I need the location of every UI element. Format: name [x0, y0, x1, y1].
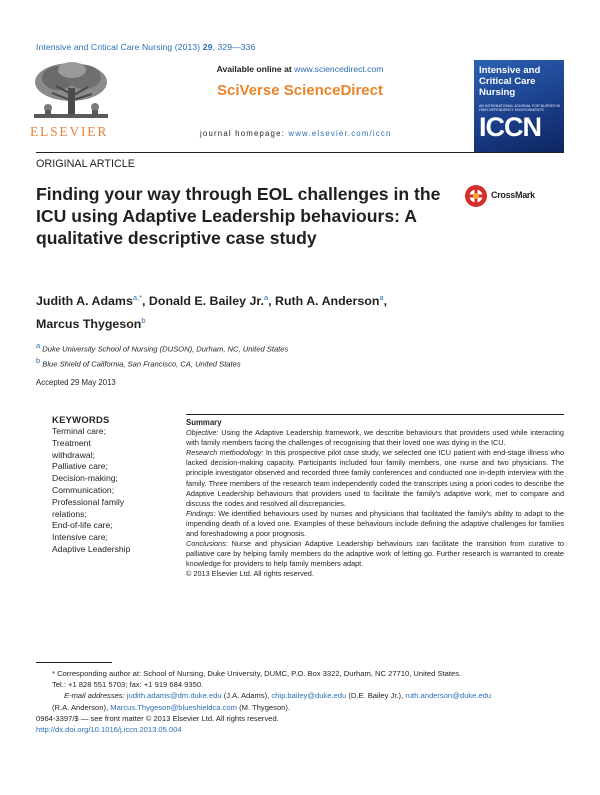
- author-separator: ,: [383, 294, 388, 309]
- crossmark-icon: [464, 184, 488, 208]
- abstract-section-objective: [186, 428, 564, 448]
- email-addresses-continued: [52, 702, 564, 713]
- keyword-item: Treatment: [52, 437, 91, 448]
- crossmark-badge[interactable]: [464, 184, 564, 208]
- article-title: Finding your way through EOL challenges in the ICU using Adaptive Leadership behaviours: A qualitative descriptive case study: [36, 184, 441, 248]
- abstract-section-text: Nurse and physician Adaptive Leadership behaviours can facilitate the transition from curative to palliative care by helping family members do the adaptive work of letting go. Further research is warranted to create knowledge for providers to help family members adapt.: [186, 539, 564, 569]
- affiliation-text: Blue Shield of California, San Francisco, CA, United States: [40, 359, 241, 369]
- keyword-item: Intensive care;: [52, 532, 108, 543]
- cover-iccn-logo: ICCN: [479, 112, 541, 142]
- keywords-heading: KEYWORDS: [52, 414, 110, 425]
- copyright: © 2013 Elsevier Ltd. All rights reserved.: [186, 569, 314, 579]
- author-separator: ,: [268, 294, 275, 309]
- affiliation-mark: a: [36, 341, 41, 350]
- abstract-section-text: Using the Adaptive Leadership framework, we describe behaviours that providers used while interacting with family members facing the challenges of recognising that their loved one was dying in the ICU.: [186, 428, 564, 448]
- keyword-item: Communication;: [52, 484, 115, 495]
- keyword-item: End-of-life care;: [52, 520, 113, 531]
- author-affiliation-mark[interactable]: a: [263, 293, 269, 302]
- header-divider: [36, 152, 564, 153]
- email-link[interactable]: chip.bailey@duke.edu: [271, 691, 347, 701]
- keyword-item: Palliative care;: [52, 461, 108, 472]
- email-link[interactable]: Marcus.Thygeson@blueshieldca.com: [110, 702, 237, 712]
- author-name: Ruth A. Anderson: [275, 294, 380, 309]
- author-name: Marcus Thygeson: [36, 317, 142, 332]
- journal-cover-image[interactable]: [474, 60, 564, 152]
- author-affiliation-mark[interactable]: a: [379, 293, 384, 302]
- corresponding-author-footnote: [52, 668, 564, 713]
- affiliation-item: [36, 355, 288, 370]
- abstract-section-methodology: [186, 448, 564, 509]
- accepted-date: Accepted 29 May 2013: [36, 378, 116, 387]
- affiliation-mark: b: [36, 356, 41, 366]
- author-affiliation-mark[interactable]: b: [141, 316, 146, 326]
- keyword-item: Professional family: [52, 496, 125, 507]
- cover-title-line-1: Intensive and: [479, 65, 541, 76]
- author-name: Donald E. Bailey Jr.: [148, 294, 264, 309]
- email-owner: (D.E. Bailey Jr.),: [346, 691, 406, 701]
- affiliations: [36, 340, 288, 370]
- contact-phone: Tel.: +1 828 551 5703; fax: +1 919 684 9350.: [52, 680, 204, 690]
- abstract-section-text: We identified behaviours used by nurses and physicians that facilitated the family's ability to adapt to the impending death of a loved one. Examples of these behaviours include defining the adaptive challenges for families and foreshadowing a poor prognosis.: [186, 508, 564, 539]
- email-owner: (R.A. Anderson),: [52, 702, 111, 712]
- elsevier-wordmark: ELSEVIER: [30, 124, 109, 139]
- abstract-section-label: Research methodology:: [186, 448, 264, 458]
- abstract-section-label: Findings:: [186, 508, 216, 518]
- email-owner: (M. Thygeson).: [237, 702, 291, 712]
- journal-volume: 29: [202, 42, 213, 52]
- publication-info: [36, 713, 279, 735]
- crossmark-label: CrossMark: [491, 190, 535, 200]
- email-label: E-mail addresses:: [64, 691, 125, 701]
- email-link[interactable]: ruth.anderson@duke.edu: [405, 691, 492, 701]
- abstract-section-label: Objective:: [186, 428, 219, 438]
- author-affiliation-mark[interactable]: a,*: [132, 293, 143, 302]
- issn-copyright: 0964-3397/$ — see front matter © 2013 Elsevier Ltd. All rights reserved.: [36, 714, 279, 723]
- abstract-section-label: Conclusions:: [186, 539, 228, 549]
- sciverse-sciencedirect-logo: SciVerse ScienceDirect: [217, 82, 383, 99]
- author-list: [36, 288, 476, 334]
- abstract-section-findings: [186, 509, 564, 539]
- cover-title: [479, 65, 540, 98]
- cover-title-line-2: Critical Care: [479, 76, 536, 87]
- keyword-item: withdrawal;: [52, 449, 95, 460]
- journal-homepage-prefix: journal homepage:: [200, 129, 289, 138]
- abstract-section-conclusions: [186, 539, 564, 569]
- author-separator: ,: [142, 294, 149, 309]
- available-online-prefix: Available online at: [216, 64, 295, 74]
- keyword-item: relations;: [52, 508, 87, 519]
- cover-subtitle: AN INTERNATIONAL JOURNAL FOR NURSES IN HIGH DEPENDENCY ENVIRONMENTS: [479, 104, 561, 113]
- keyword-item: Adaptive Leadership: [52, 543, 131, 554]
- journal-pages: , 329—336: [212, 42, 256, 52]
- article-type: ORIGINAL ARTICLE: [36, 158, 136, 170]
- abstract-section-text: In this prospective pilot case study, we selected one ICU patient with end-stage illness who lacked decision-making capacity. Participants included four family members, one nurse and two physicians. The principle investigator observed and recorded three family conferences and conducted one in-depth interview with the family. Three members of the research team independently coded the transcripts using a priori codes to describe the Adaptive Leadership behaviours that providers used to facilitate the family's adaptive work, met to compare and discuss the codes and resolved all discrepancies.: [186, 448, 564, 508]
- sciencedirect-link[interactable]: www.sciencedirect.com: [294, 64, 384, 74]
- affiliation-item: [36, 340, 288, 355]
- keyword-item: Terminal care;: [52, 426, 106, 436]
- journal-reference-prefix: Intensive and Critical Care Nursing (2013): [36, 42, 203, 52]
- author-name: Judith A. Adams: [36, 294, 133, 309]
- email-link[interactable]: judith.adams@dm.duke.edu: [126, 691, 222, 701]
- email-addresses: [52, 690, 564, 701]
- journal-reference[interactable]: [36, 42, 255, 52]
- journal-homepage-link[interactable]: www.elsevier.com/iccn: [288, 129, 392, 138]
- cover-title-line-3: Nursing: [479, 87, 516, 98]
- corresponding-author: * Corresponding author at: School of Nursing, Duke University, DUMC, P.O. Box 3322, Durham, NC 27710, United States.: [52, 669, 462, 678]
- summary-heading: Summary: [186, 418, 222, 427]
- abstract: [186, 414, 564, 580]
- keyword-item: Decision-making;: [52, 473, 118, 484]
- doi-link[interactable]: http://dx.doi.org/10.1016/j.iccn.2013.05.004: [36, 725, 182, 735]
- email-owner: (J.A. Adams),: [221, 691, 272, 701]
- journal-homepage: [200, 129, 392, 138]
- affiliation-text: Duke University School of Nursing (DUSON), Durham, NC, United States: [40, 344, 289, 354]
- footnote-divider: [36, 662, 112, 663]
- keywords-box: [52, 414, 162, 556]
